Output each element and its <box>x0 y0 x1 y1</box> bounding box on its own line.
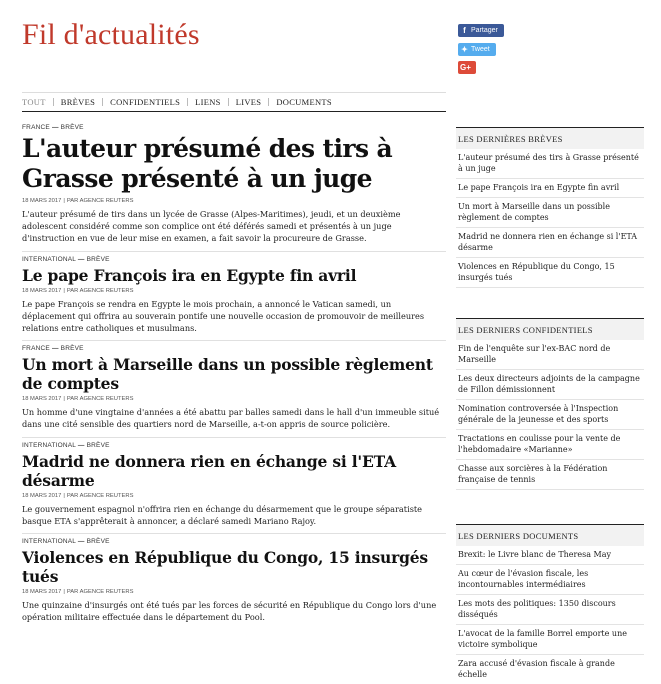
tab-documents[interactable]: DOCUMENTS <box>268 98 339 106</box>
article-meta <box>22 288 446 294</box>
article-summary: L'auteur présumé de tirs dans un lycée de Grasse (Alpes-Maritimes), jeudi, et un deuxième adolescent considéré comme son complice ont été déférés samedi et présentés à un juge d'instruction en vue de leur mise en examen, a fait savoir la procureure de Grasse. <box>22 209 401 244</box>
article-meta <box>22 396 446 402</box>
meta-separator: | <box>63 287 65 294</box>
article-type: BRÈVE <box>60 124 84 131</box>
twitter-share-button[interactable] <box>458 43 496 56</box>
article-type: BRÈVE <box>86 255 110 263</box>
sidebar-latest-documents <box>456 524 644 684</box>
article-meta <box>22 589 446 595</box>
article-item <box>22 251 446 341</box>
article-meta <box>22 493 446 499</box>
article-by: PAR <box>66 287 79 294</box>
google-plus-icon: G+ <box>460 63 471 72</box>
article-date: 18 MARS 2017 <box>22 198 62 204</box>
article-kicker <box>22 538 446 545</box>
sidebar-link[interactable]: Un mort à Marseille dans un possible règlement de comptes <box>456 198 644 228</box>
article-date: 18 MARS 2017 <box>22 287 62 294</box>
article-item <box>22 124 446 251</box>
article-date: 18 MARS 2017 <box>22 492 62 499</box>
article-headline[interactable]: Un mort à Marseille dans un possible règlement de comptes <box>22 355 433 394</box>
section-nav <box>22 92 446 112</box>
article-summary: Le pape François se rendra en Egypte le mois prochain, a annoncé le Vatican samedi, un déplacement qui offrira au souverain pontife une nouvelle occasion de promouvoir de meilleures relations entre catholiques et musulmans. <box>22 298 425 334</box>
sidebar-heading: LES DERNIERS CONFIDENTIELS <box>456 318 644 340</box>
sidebar-link[interactable]: Tractations en coulisse pour la vente de l'hebdomadaire «Marianne» <box>456 430 644 460</box>
sidebar-heading: LES DERNIERS DOCUMENTS <box>456 524 644 546</box>
article-author[interactable]: AGENCE REUTERS <box>79 287 134 294</box>
twitter-share-label: Tweet <box>471 46 490 53</box>
article-kicker <box>22 442 446 449</box>
article-section[interactable]: INTERNATIONAL <box>22 538 76 546</box>
article-kicker <box>22 256 446 263</box>
sidebar-link[interactable]: Nomination controversée à l'Inspection générale de la jeunesse et des sports <box>456 400 644 430</box>
article-type: BRÈVE <box>60 345 84 353</box>
meta-separator: | <box>63 589 65 596</box>
article-headline[interactable]: Le pape François ira en Egypte fin avril <box>22 265 357 285</box>
article-author[interactable]: AGENCE REUTERS <box>79 396 134 403</box>
twitter-bird-icon: ✦ <box>461 45 468 54</box>
google-plus-share-button[interactable] <box>458 61 476 74</box>
article-date: 18 MARS 2017 <box>22 396 62 403</box>
sidebar-latest-confidentiels <box>456 318 644 490</box>
facebook-share-button[interactable] <box>458 24 504 37</box>
article-summary: Un homme d'une vingtaine d'années a été abattu par balles samedi dans le hall d'un immeuble situé dans une cité sensible des quartiers nord de Marseille, a-t-on appris de source policière. <box>22 407 440 430</box>
tab-liens[interactable]: LIENS <box>187 98 228 106</box>
sidebar-latest-breves <box>456 127 644 288</box>
sidebar-link[interactable]: Les mots des politiques: 1350 discours disséqués <box>456 595 644 625</box>
kicker-dash: — <box>51 345 59 353</box>
tab-tout[interactable]: TOUT <box>22 97 46 107</box>
article-author[interactable]: AGENCE REUTERS <box>79 589 134 596</box>
article-summary: Une quinzaine d'insurgés ont été tués par les forces de sécurité en République du Congo lors d'une opération militaire effectuée dans le département du Pool. <box>22 600 437 623</box>
kicker-dash: — <box>77 441 85 449</box>
article-author[interactable]: AGENCE REUTERS <box>79 492 134 499</box>
sidebar-link[interactable]: Zara accusé d'évasion fiscale à grande échelle <box>456 655 644 684</box>
sidebar-heading: LES DERNIÈRES BRÈVES <box>456 127 644 149</box>
article-section[interactable]: FRANCE <box>22 124 50 131</box>
article-headline[interactable]: Madrid ne donnera rien en échange si l'ETA désarme <box>22 451 396 490</box>
article-section[interactable]: FRANCE <box>22 345 50 353</box>
article-by: PAR <box>66 589 79 596</box>
facebook-share-label: Partager <box>471 27 498 34</box>
article-summary: Le gouvernement espagnol n'offrira rien en échange du désarmement que le groupe séparatiste basque ETA s'apprêterait à annoncer, a déclaré samedi Mariano Rajoy. <box>22 503 423 526</box>
sidebar-link[interactable]: Brexit: le Livre blanc de Theresa May <box>456 546 644 565</box>
tab-confidentiels[interactable]: CONFIDENTIELS <box>102 98 187 106</box>
article-item <box>22 533 446 629</box>
sidebar-link[interactable]: Chasse aux sorcières à la Fédération française de tennis <box>456 460 644 490</box>
article-headline[interactable]: Violences en République du Congo, 15 insurgés tués <box>22 548 428 587</box>
article-type: BRÈVE <box>86 538 110 546</box>
article-by: PAR <box>66 492 79 499</box>
sidebar-link[interactable]: Au cœur de l'évasion fiscale, les incontournables intermédiaires <box>456 565 644 595</box>
article-item <box>22 340 446 436</box>
facebook-icon: f <box>463 26 466 35</box>
tab-breves[interactable]: BRÈVES <box>53 98 102 106</box>
kicker-dash: — <box>77 538 85 546</box>
tab-lives[interactable]: LIVES <box>228 98 269 106</box>
article-item <box>22 437 446 533</box>
article-section[interactable]: INTERNATIONAL <box>22 255 76 263</box>
sidebar-link[interactable]: Madrid ne donnera rien en échange si l'ETA désarme <box>456 228 644 258</box>
article-headline[interactable]: L'auteur présumé des tirs à Grasse présenté à un juge <box>22 134 393 193</box>
sidebar-link[interactable]: Les deux directeurs adjoints de la campagne de Fillon démissionnent <box>456 370 644 400</box>
sidebar-link[interactable]: Fin de l'enquête sur l'ex-BAC nord de Marseille <box>456 340 644 370</box>
article-section[interactable]: INTERNATIONAL <box>22 441 76 449</box>
meta-separator: | <box>63 198 65 204</box>
article-by: PAR <box>66 198 79 204</box>
kicker-dash: — <box>51 124 59 131</box>
article-type: BRÈVE <box>86 441 110 449</box>
article-by: PAR <box>66 396 79 403</box>
sidebar-link[interactable]: Violences en République du Congo, 15 insurgés tués <box>456 258 644 288</box>
article-list <box>22 124 446 629</box>
sidebar-link[interactable]: Le pape François ira en Egypte fin avril <box>456 179 644 198</box>
sidebar-link[interactable]: L'avocat de la famille Borrel emporte une victoire symbolique <box>456 625 644 655</box>
meta-separator: | <box>63 396 65 403</box>
article-meta <box>22 198 446 204</box>
meta-separator: | <box>63 492 65 499</box>
kicker-dash: — <box>77 255 85 263</box>
article-date: 18 MARS 2017 <box>22 589 62 596</box>
article-kicker <box>22 345 446 352</box>
sidebar-link[interactable]: L'auteur présumé des tirs à Grasse présenté à un juge <box>456 149 644 179</box>
page-title: Fil d'actualités <box>22 18 200 51</box>
article-kicker <box>22 124 446 131</box>
article-author[interactable]: AGENCE REUTERS <box>79 198 134 204</box>
